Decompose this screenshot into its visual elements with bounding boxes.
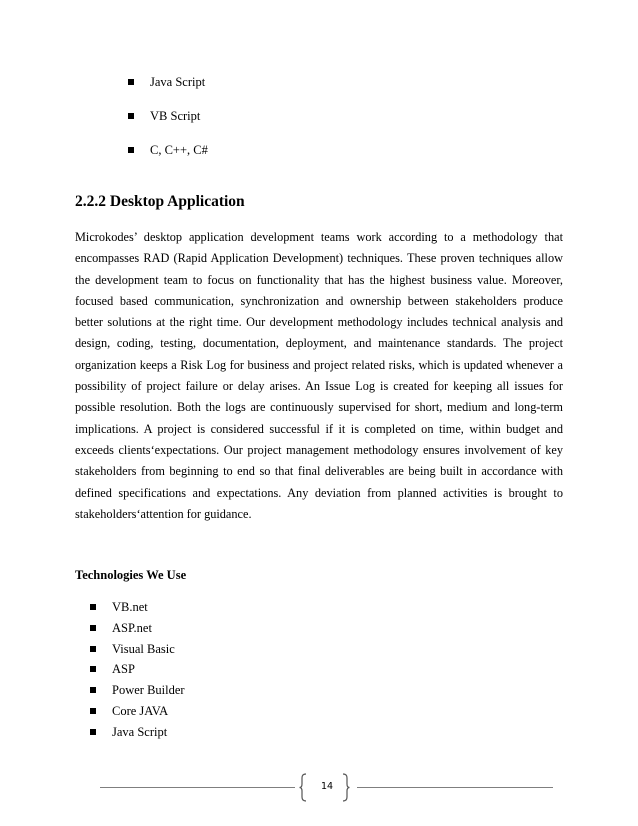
- technologies-bullet-list: [112, 600, 185, 746]
- list-item-text: Java Script: [112, 724, 168, 739]
- footer-divider-left: [100, 787, 295, 788]
- square-bullet-icon: [90, 625, 96, 631]
- list-item: [112, 725, 185, 739]
- square-bullet-icon: [128, 147, 134, 153]
- list-item: [150, 75, 208, 89]
- square-bullet-icon: [90, 729, 96, 735]
- square-bullet-icon: [90, 687, 96, 693]
- list-item: [150, 143, 208, 157]
- list-item-text: ASP.net: [112, 620, 152, 635]
- square-bullet-icon: [128, 79, 134, 85]
- section-heading: 2.2.2 Desktop Application: [75, 193, 245, 210]
- list-item: [112, 683, 185, 697]
- section-paragraph: Microkodes’ desktop application development teams work according to a methodology that encompasses RAD (Rapid Application Development) techniques. These proven techniques allow the development team to focus on functionality that has the highest business value. Moreover, focused based communication, synchronization and ownership between stakeholders produce better solutions at the right time. Our development methodology includes technical analysis and design, coding, testing, documentation, deployment, and maintenance standards. The project organization keeps a Risk Log for business and project related risks, which is updated whenever a possibility of project failure or delay arises. An Issue Log is created for keeping all issues for possible resolution. Both the logs are continuously supervised for short, medium and long-term implications. A project is considered successful if it is completed on time, within budget and exceeds clients‘expectations. Our project management methodology ensures involvement of key stakeholders from beginning to end so that final deliverables are being built in accordance with defined specifications and expectations. Any deviation from planned activities is brought to stakeholders‘attention for guidance.: [75, 230, 563, 521]
- square-bullet-icon: [128, 113, 134, 119]
- square-bullet-icon: [90, 708, 96, 714]
- square-bullet-icon: [90, 666, 96, 672]
- footer-divider-right: [357, 787, 553, 788]
- list-item-text: VB.net: [112, 600, 148, 614]
- list-item-text: Visual Basic: [112, 641, 175, 656]
- page-number: 14: [320, 781, 334, 792]
- list-item: [112, 621, 185, 635]
- square-bullet-icon: [90, 604, 96, 610]
- list-item: [112, 600, 185, 614]
- list-item-text: Java Script: [150, 75, 206, 89]
- list-item-text: Core JAVA: [112, 703, 169, 718]
- list-item-text: ASP: [112, 662, 135, 677]
- list-item: [112, 642, 185, 656]
- list-item-text: C, C++, C#: [150, 143, 208, 157]
- right-brace-icon: [341, 773, 351, 802]
- language-bullet-list: [150, 75, 208, 177]
- technologies-heading: Technologies We Use: [75, 568, 187, 582]
- list-item: [150, 109, 208, 123]
- left-brace-icon: [298, 773, 308, 802]
- list-item: [112, 704, 185, 718]
- list-item: [112, 662, 185, 676]
- list-item-text: Power Builder: [112, 683, 185, 698]
- square-bullet-icon: [90, 646, 96, 652]
- list-item-text: VB Script: [150, 109, 201, 123]
